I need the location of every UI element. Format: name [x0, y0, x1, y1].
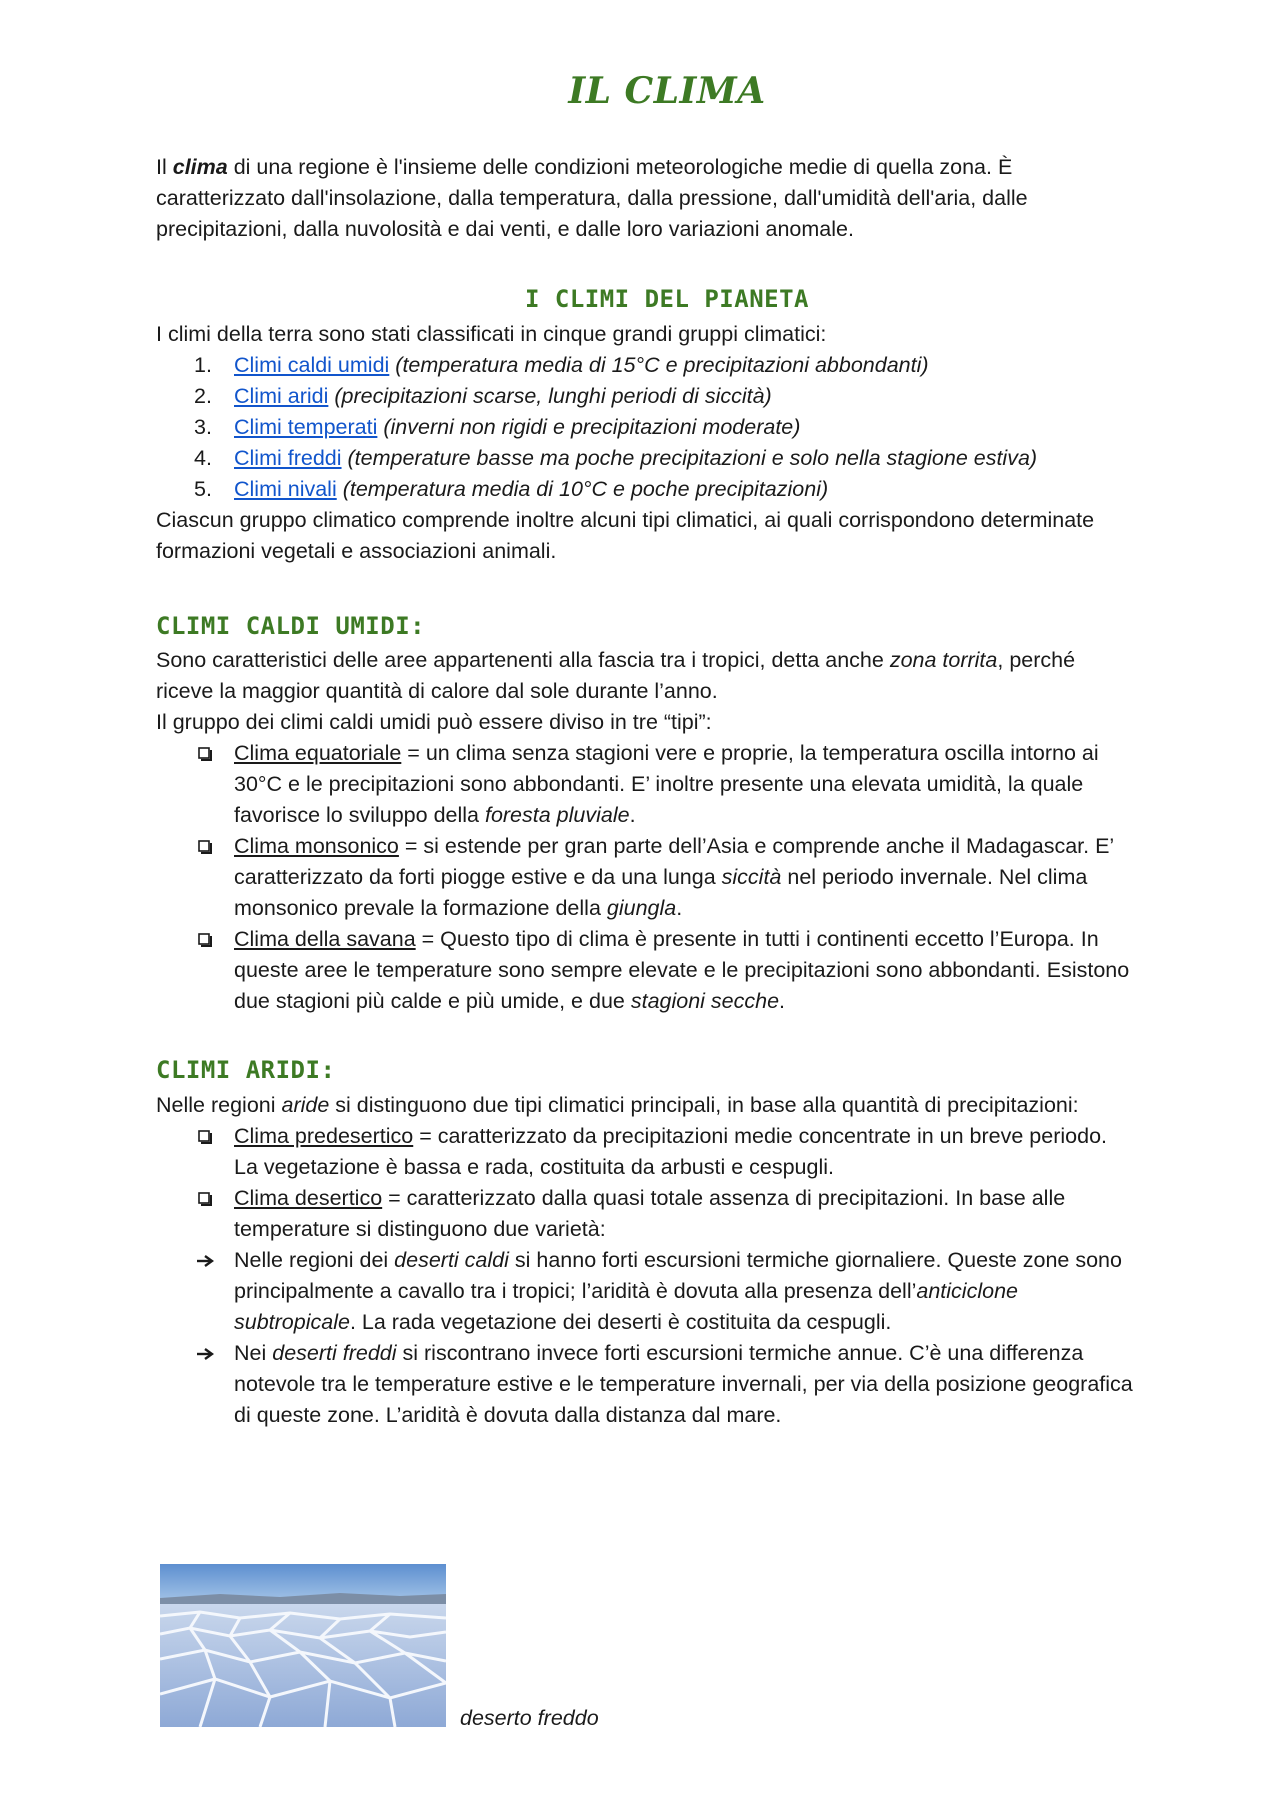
- caldi-types-list: [156, 738, 1136, 1017]
- list-item: 3. Climi temperati (inverni non rigidi e precipitazioni moderate): [194, 415, 801, 439]
- list-item: Clima della savana = Questo tipo di clima è presente in tutti i continenti eccetto l’Europa. In queste aree le temperature sono sempre elevate e le precipitazioni sono abbondanti. Esistono due stagioni più calde e più umide, e due stagioni secche.: [156, 924, 1136, 1017]
- checkbox-bullet-icon: [196, 924, 214, 955]
- intro-paragraph: Il clima di una regione è l'insieme delle condizioni meteorologiche medie di quella zona. È caratterizzato dall'insolazione, dalla temperatura, dalla pressione, dall'umidità dell'aria, dalle precipitazioni, dalla nuvolosità e dai venti, e dalle loro variazioni anomale.: [156, 155, 1028, 241]
- list-item: 5. Climi nivali (temperatura media di 10°C e poche precipitazioni): [194, 477, 829, 501]
- list-item: Nei deserti freddi si riscontrano invece forti escursioni termiche annue. C’è una differenza notevole tra le temperature estive e le temperature invernali, per via della posizione geografica di queste zone. L’aridità è dovuta dalla distanza dal mare.: [156, 1338, 1136, 1431]
- checkbox-bullet-icon: [196, 831, 214, 862]
- aridi-intro: Nelle regioni aride si distinguono due tipi climatici principali, in base alla quantità di precipitazioni:: [156, 1093, 1079, 1117]
- list-item: Clima monsonico = si estende per gran parte dell’Asia e comprende anche il Madagascar. E’ caratterizzato da forti piogge estive e da una lunga siccità nel periodo invernale. Nel clima monsonico prevale la formazione della giungla.: [156, 831, 1136, 924]
- caldi-section: [156, 645, 1136, 1017]
- link-climi-caldi-umidi[interactable]: Climi caldi umidi: [234, 353, 390, 377]
- planet-section: [156, 319, 1136, 567]
- planet-outro: Ciascun gruppo climatico comprende inoltre alcuni tipi climatici, ai quali corrispondono determinate formazioni vegetali e associazioni animali.: [156, 508, 1095, 563]
- list-item: 4. Climi freddi (temperature basse ma poche precipitazioni e solo nella stagione estiva): [194, 446, 1038, 470]
- list-item: Clima equatoriale = un clima senza stagioni vere e proprie, la temperatura oscilla intorno ai 30°C e le precipitazioni sono abbondanti. E’ inoltre presente una elevata umidità, la quale favorisce lo sviluppo della foresta pluviale.: [156, 738, 1136, 831]
- arrow-right-icon: [196, 1245, 214, 1276]
- link-climi-nivali[interactable]: Climi nivali: [234, 477, 337, 501]
- checkbox-bullet-icon: [196, 738, 214, 769]
- caldi-intro: Sono caratteristici delle aree appartenenti alla fascia tra i tropici, detta anche zona torrita, perché riceve la maggior quantità di calore dal sole durante l’anno.: [156, 648, 1076, 703]
- list-item: Clima desertico = caratterizzato dalla quasi totale assenza di precipitazioni. In base alle temperature si distinguono due varietà:: [156, 1183, 1136, 1245]
- link-climi-freddi[interactable]: Climi freddi: [234, 446, 342, 470]
- list-item: Clima predesertico = caratterizzato da precipitazioni medie concentrate in un breve periodo. La vegetazione è bassa e rada, costituita da arbusti e cespugli.: [156, 1121, 1136, 1183]
- caldi-heading: CLIMI CALDI UMIDI:: [156, 612, 426, 640]
- checkbox-bullet-icon: [196, 1183, 214, 1214]
- planet-heading: I CLIMI DEL PIANETA: [524, 285, 810, 313]
- climate-groups-list: [156, 350, 1136, 505]
- arrow-right-icon: [196, 1338, 214, 1369]
- list-item: 1. Climi caldi umidi (temperatura media di 15°C e precipitazioni abbondanti): [194, 353, 929, 377]
- list-item: Nelle regioni dei deserti caldi si hanno forti escursioni termiche giornaliere. Queste zone sono principalmente a cavallo tra i tropici; l’aridità è dovuta alla presenza dell’anticiclone subtropicale. La rada vegetazione dei deserti è costituita da cespugli.: [156, 1245, 1136, 1338]
- photo-caption: deserto freddo: [460, 1706, 599, 1730]
- intro-keyword: clima: [172, 155, 228, 179]
- aridi-heading: CLIMI ARIDI:: [156, 1056, 336, 1084]
- link-climi-aridi[interactable]: Climi aridi: [234, 384, 329, 408]
- cold-desert-photo: [160, 1564, 446, 1727]
- planet-intro: I climi della terra sono stati classificati in cinque grandi gruppi climatici:: [156, 322, 827, 346]
- aridi-section: [156, 1090, 1136, 1431]
- list-item: 2. Climi aridi (precipitazioni scarse, lunghi periodi di siccità): [194, 384, 772, 408]
- link-climi-temperati[interactable]: Climi temperati: [234, 415, 378, 439]
- aridi-types-list: [156, 1121, 1136, 1431]
- page-title: IL CLIMA: [568, 70, 766, 112]
- caldi-types-intro: Il gruppo dei climi caldi umidi può essere diviso in tre “tipi”:: [156, 710, 712, 734]
- checkbox-bullet-icon: [196, 1121, 214, 1152]
